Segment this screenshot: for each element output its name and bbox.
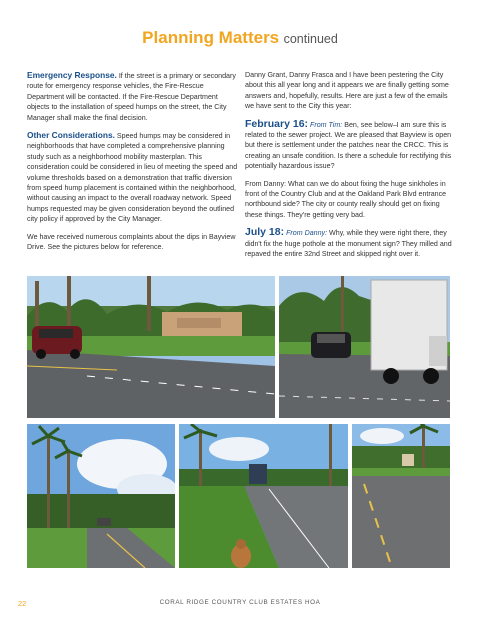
other-paragraph	[27, 130, 239, 225]
title-continued: continued	[283, 32, 338, 46]
title-main: Planning Matters	[142, 28, 280, 47]
photo-road-yellow-line	[352, 424, 450, 568]
danny-paragraph: From Danny: What can we do about fixing the huge sinkholes in front of the Country Club and at the Oakland Park Blvd entrance northbound side? The city or county really should get on fixing these things. They're getting very bad.	[245, 179, 447, 219]
emergency-heading: Emergency Response.	[27, 70, 117, 80]
jul-text: Why, while they were right there, they didn't fix the huge pothole at the monument sign? They milled and repaved the entire 32nd Street and skipped right over it.	[245, 229, 452, 259]
feb-from: From Tim:	[308, 120, 343, 129]
other-text: Speed humps may be considered in neighborhoods that have completed a comprehensive planning study such as a neighborhood mobility masterplan. This consideration could be considered in lieu of meeting the speed and volume thresholds based on a demonstration that traffic diversion from speed hump placement is contained within the neighborhood, without causing an impact to the overall roadway network. Speed humps requested may be given consideration beyond the outlined city policy if approved by the City Manager.	[27, 132, 238, 224]
jul-date: July 18:	[245, 226, 285, 239]
feb-text: Ben, see below–I am sure this is related to the sewer project. We are pleased that Bayview is open but there is settlement under the patches near the CRCC. This is creating an unsafe condition. Is there a schedule for rectifying this potentially hazardous issue?	[245, 120, 452, 171]
complaints-paragraph: We have received numerous complaints about the dips in Bayview Drive. See the pictures below for reference.	[27, 232, 236, 252]
jul-paragraph	[245, 227, 457, 259]
feb-paragraph	[245, 119, 457, 172]
jul-from: From Danny:	[284, 229, 328, 238]
feb-date: February 16:	[245, 117, 309, 130]
left-column	[27, 70, 239, 260]
photo-monument-sign-road	[27, 276, 275, 418]
emergency-text: If the street is a primary or secondary route for emergency response vehicles, the Fire-Rescue Department will be contacted. If the Fire-Rescue Department objects to the installation of speed humps on the street, the City Manager shall make the final decision.	[27, 72, 236, 122]
page-title	[0, 28, 480, 48]
other-heading: Other Considerations.	[27, 130, 115, 141]
page-number: 22	[18, 599, 27, 608]
intro-paragraph: Danny Grant, Danny Frasca and I have been pestering the City about this all year long and it appears we are finally getting some answers and, hopefully, results. Here are just a few of the emails we have sent to the City this year:	[245, 71, 449, 111]
footer-org-name: CORAL RIDGE COUNTRY CLUB ESTATES HOA	[159, 599, 321, 606]
photo-truck-road	[279, 276, 450, 418]
emergency-paragraph	[27, 70, 239, 123]
right-column	[245, 70, 457, 267]
photo-road-dog	[179, 424, 348, 568]
photo-palms-road	[27, 424, 175, 568]
